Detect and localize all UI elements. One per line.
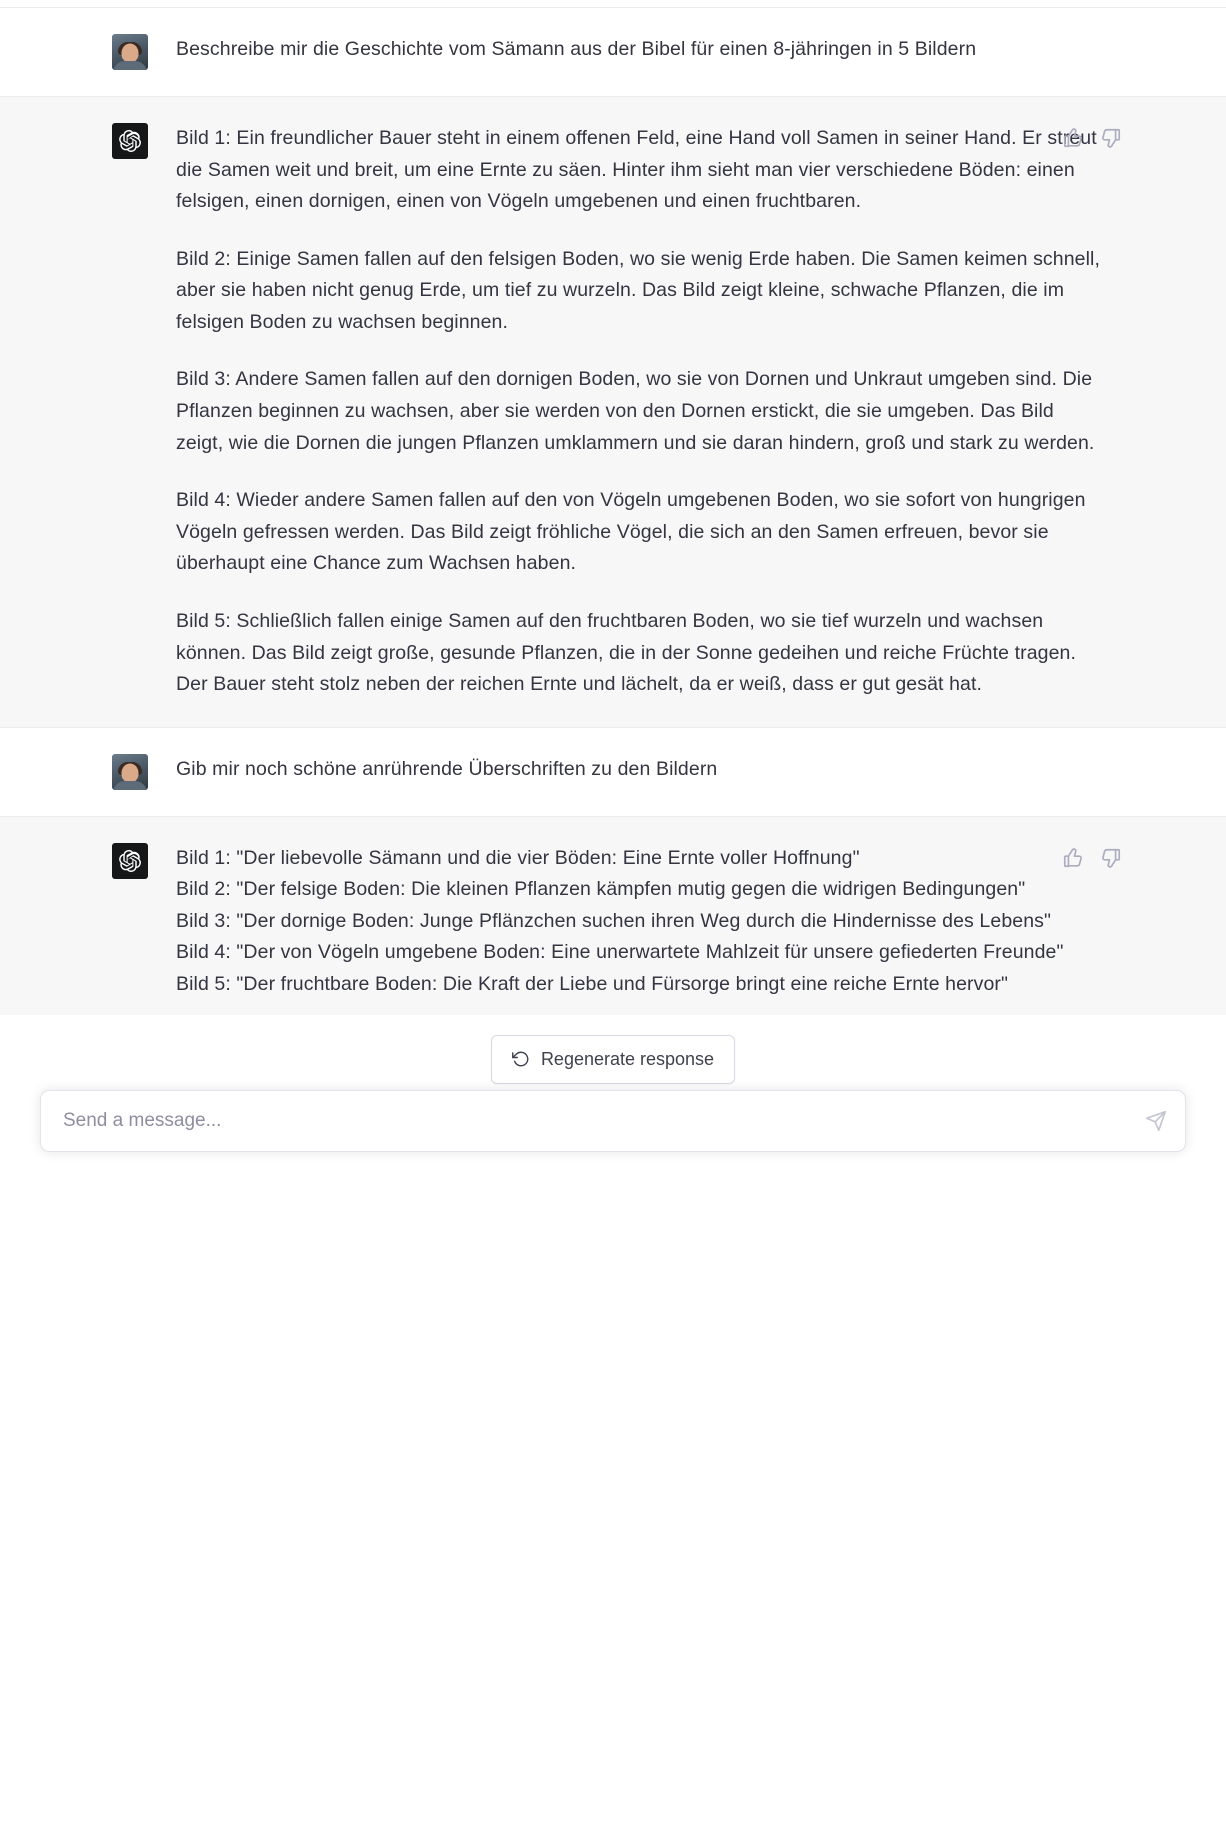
- message-turn-user-1: [0, 8, 1226, 97]
- avatar: [112, 754, 148, 790]
- send-icon[interactable]: [1145, 1110, 1167, 1132]
- message-composer[interactable]: [40, 1090, 1186, 1152]
- assistant-line: Bild 4: "Der von Vögeln umgebene Boden: Eine unerwartete Mahlzeit für unsere gefiederten Freunde": [176, 941, 1064, 964]
- assistant-line: Bild 3: "Der dornige Boden: Junge Pflänzchen suchen ihren Weg durch die Hindernisse des Lebens": [176, 909, 1052, 932]
- search-input message-input[interactable]: [41, 1091, 1185, 1151]
- assistant-line: Bild 5: "Der fruchtbare Boden: Die Kraft der Liebe und Fürsorge bringt eine reiche Ernte hervor": [176, 972, 1009, 995]
- openai-logo-icon: [112, 843, 148, 879]
- regenerate-response-label: Regenerate response: [540, 1048, 715, 1069]
- thumbs-down-icon[interactable]: [1100, 847, 1122, 869]
- assistant-line: Bild 1: "Der liebevolle Sämann und die vier Böden: Eine Ernte voller Hoffnung": [176, 846, 860, 869]
- feedback-controls: [1062, 127, 1122, 149]
- message-turn-assistant-1: [0, 97, 1226, 728]
- assistant-paragraph: Bild 5: Schließlich fallen einige Samen auf den fruchtbaren Boden, wo sie tief wurzeln und wachsen können. Das Bild zeigt große, gesunde Pflanzen, die in der Sonne gedeihen und reiche Früchte tragen. Der Bauer steht stolz neben der reichen Ernte und lächelt, da er weiß, dass er gut gesät hat.: [176, 609, 1077, 696]
- user-message-text: Beschreibe mir die Geschichte vom Sämann aus der Bibel für einen 8-jähringen in 5 Bildern: [176, 38, 977, 60]
- assistant-paragraph: Bild 3: Andere Samen fallen auf den dornigen Boden, wo sie von Dornen und Unkraut umgeben sind. Die Pflanzen beginnen zu wachsen, aber sie werden von den Dornen erstickt, die sie umgeben. Das Bild zeigt, wie die Dornen die jungen Pflanzen umklammern und sie daran hindern, groß und stark zu werden.: [176, 368, 1095, 454]
- assistant-paragraph: Bild 4: Wieder andere Samen fallen auf den von Vögeln umgebenen Boden, wo sie sofort von hungrigen Vögeln gefressen werden. Das Bild zeigt fröhliche Vögel, die sich an den Samen erfreuen, bevor sie überhaupt eine Chance zum Wachsen haben.: [176, 489, 1086, 575]
- message-turn-assistant-2: [0, 817, 1226, 1015]
- assistant-message-text: [176, 843, 1100, 1001]
- regenerate-response-button[interactable]: [491, 1035, 735, 1084]
- refresh-icon: [512, 1050, 530, 1068]
- assistant-line: Bild 2: "Der felsige Boden: Die kleinen Pflanzen kämpfen mutig gegen die widrigen Bedingungen": [176, 878, 1026, 901]
- composer-area: [0, 1015, 1226, 1174]
- thumbs-up-icon[interactable]: [1062, 847, 1084, 869]
- openai-logo-icon: [112, 123, 148, 159]
- assistant-message-text: [176, 123, 1100, 701]
- assistant-paragraph: Bild 1: Ein freundlicher Bauer steht in einem offenen Feld, eine Hand voll Samen in seiner Hand. Er streut die Samen weit und breit, um eine Ernte zu säen. Hinter ihm sieht man vier verschiedene Böden: einen felsigen, einen dornigen, einen von Vögeln umgebenen und einen fruchtbaren.: [176, 127, 1097, 213]
- assistant-paragraph: Bild 2: Einige Samen fallen auf den felsigen Boden, wo sie wenig Erde haben. Die Samen keimen schnell, aber sie haben nicht genug Erde, um tief zu wurzeln. Das Bild zeigt kleine, schwache Pflanzen, die im felsigen Boden zu wachsen beginnen.: [176, 247, 1101, 333]
- top-divider: [0, 0, 1226, 8]
- thumbs-down-icon[interactable]: [1100, 127, 1122, 149]
- message-turn-user-2: [0, 728, 1226, 817]
- thumbs-up-icon[interactable]: [1062, 127, 1084, 149]
- avatar: [112, 34, 148, 70]
- user-message-text: Gib mir noch schöne anrührende Überschriften zu den Bildern: [176, 757, 718, 780]
- feedback-controls: [1062, 847, 1122, 869]
